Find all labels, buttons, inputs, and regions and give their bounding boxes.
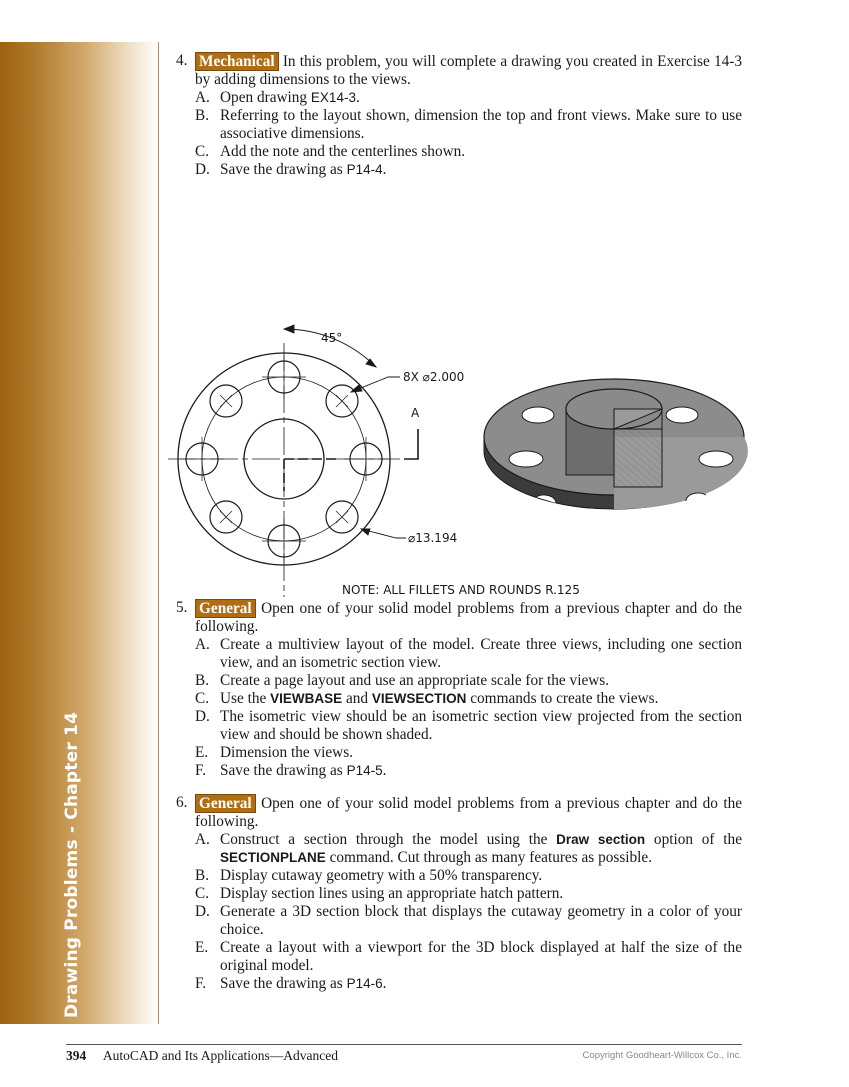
command-name: Draw section [556,832,646,847]
problem-4 [176,52,742,179]
hole-leader [351,377,400,392]
page-footer [66,1044,742,1064]
problem-number: 6. [176,794,188,811]
step-item [195,885,742,903]
step-text: Dimension the views. [220,744,353,761]
flange-top-view [168,343,418,597]
problem-number: 5. [176,599,188,616]
step-letter: E. [195,939,209,956]
bolt-circle-label: ⌀13.194 [408,531,458,545]
page-number: 394 [66,1048,87,1063]
step-item [195,867,742,885]
step-letter: F. [195,975,207,992]
file-name: P14-5 [346,763,383,778]
step-text: Create a multiview layout of the model. Create three views, including one section view, and an isometric section view. [220,636,742,671]
step-letter: B. [195,672,210,689]
step-letter: B. [195,107,210,124]
file-name: P14-4 [346,162,383,177]
bolt-hole [210,501,242,533]
command-name: VIEWSECTION [371,691,467,706]
step-item [195,903,742,939]
step-item [195,690,742,708]
step-list [176,636,742,780]
bolt-hole [180,437,224,481]
step-item [195,708,742,744]
step-text: Open drawing [220,89,311,106]
bolt-hole [262,355,306,399]
bolt-hole [262,519,306,563]
copyright-notice: Copyright Goodheart-Willcox Co., Inc. [582,1050,742,1061]
step-text: . [382,762,387,779]
problem-6 [176,794,742,993]
intro-text: Open one of your solid model problems from a previous chapter and do the following. [195,600,743,635]
step-text: . [382,161,387,178]
bolt-hole [210,385,242,417]
problem-intro [195,52,742,89]
step-letter: D. [195,903,210,920]
step-text: Display section lines using an appropriate hatch pattern. [220,885,564,902]
drawing-svg [166,179,766,599]
section-marker: A [411,406,420,420]
step-text: The isometric view should be an isometric section view projected from the section view and should be shown shaded. [220,708,742,743]
step-letter: F. [195,762,207,779]
file-name: EX14-3 [310,90,356,105]
step-letter: B. [195,867,210,884]
command-name: VIEWBASE [270,691,343,706]
step-text: option of the [645,831,742,848]
step-item [195,939,742,975]
command-name: SECTIONPLANE [220,850,326,865]
step-item [195,161,742,179]
bolt-circle-leader [361,529,406,538]
book-title: AutoCAD and Its Applications—Advanced [102,1048,338,1063]
problem-intro [195,599,742,636]
step-item [195,89,742,107]
step-letter: C. [195,143,210,160]
step-text: and [342,690,372,707]
step-text: Save the drawing as [220,975,347,992]
bolt-hole [344,437,388,481]
step-text: Construct a section through the model using the [220,831,557,848]
step-text: . [355,89,360,106]
step-letter: C. [195,690,210,707]
step-text: command. Cut through as many features as possible. [325,849,653,866]
section-arrow-line [404,429,418,459]
isometric-section-view [484,379,748,509]
angle-label: 45° [321,331,343,345]
step-item [195,762,742,780]
problem-5 [176,599,742,780]
step-text: . [382,975,387,992]
step-text: Use the [220,690,271,707]
step-list [176,831,742,993]
file-name: P14-6 [346,976,383,991]
fillet-note: NOTE: ALL FILLETS AND ROUNDS R.125 [342,583,580,597]
step-item [195,636,742,672]
step-letter: C. [195,885,210,902]
step-text: Save the drawing as [220,762,347,779]
step-letter: D. [195,708,210,725]
intro-text: In this problem, you will complete a drawing you created in Exercise 14-3 by adding dimensions to the views. [195,53,743,88]
step-list [176,89,742,179]
step-letter: A. [195,89,210,106]
step-item [195,744,742,762]
technical-drawing [166,179,766,599]
problem-intro [195,794,742,831]
step-text: Create a page layout and use an appropriate scale for the views. [220,672,610,689]
step-text: Create a layout with a viewport for the 3D block displayed at half the size of the original model. [220,939,742,974]
step-letter: E. [195,744,209,761]
category-tag: General [195,794,256,813]
hole-callout: 8X ⌀2.000 [403,370,465,384]
step-text: Display cutaway geometry with a 50% transparency. [220,867,543,884]
step-letter: A. [195,636,210,653]
step-item [195,975,742,993]
category-tag: Mechanical [195,52,279,71]
step-item [195,831,742,867]
step-item [195,107,742,143]
page-content [176,52,742,993]
sidebar-title: Drawing Problems - Chapter 14 [62,711,82,1018]
category-tag: General [195,599,256,618]
problem-number: 4. [176,52,188,69]
step-text: Save the drawing as [220,161,347,178]
step-text: Referring to the layout shown, dimension the top and front views. Make sure to use associative dimensions. [220,107,742,142]
step-item [195,143,742,161]
bolt-hole [326,501,358,533]
step-text: Generate a 3D section block that displays the cutaway geometry in a color of your choice. [220,903,742,938]
step-letter: A. [195,831,210,848]
step-text: Add the note and the centerlines shown. [220,143,466,160]
intro-text: Open one of your solid model problems from a previous chapter and do the following. [195,795,743,830]
step-text: commands to create the views. [466,690,659,707]
step-letter: D. [195,161,210,178]
step-item [195,672,742,690]
